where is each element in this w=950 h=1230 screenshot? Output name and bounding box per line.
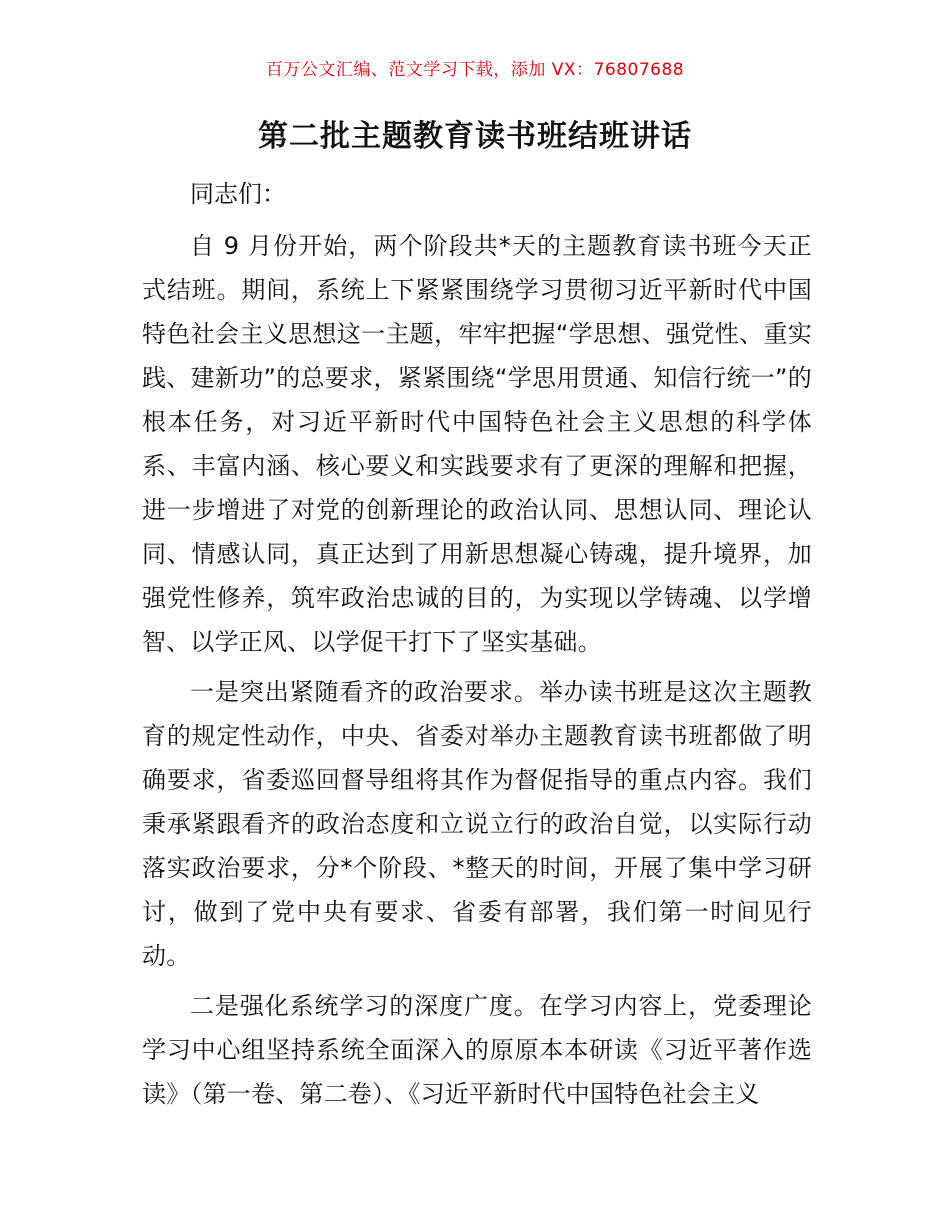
- paragraph-2: 一是突出紧随看齐的政治要求。举办读书班是这次主题教育的规定性动作，中央、省委对举办主题教育读书班都做了明确要求，省委巡回督导组将其作为督促指导的重点内容。我们秉承紧跟看齐的政治态度和立说立行的政治自觉，以实际行动落实政治要求，分*个阶段、*整天的时间，开展了集中学习研讨，做到了党中央有要求、省委有部署，我们第一时间见行动。: [142, 678, 812, 970]
- salutation: 同志们：: [190, 180, 286, 208]
- paragraph-1: 自 9 月份开始，两个阶段共*天的主题教育读书班今天正式结班。期间，系统上下紧紧围绕学习贯彻习近平新时代中国特色社会主义思想这一主题，牢牢把握“学思想、强党性、重实践、建新功”的总要求，紧紧围绕“学思用贯通、知信行统一”的根本任务，对习近平新时代中国特色社会主义思想的科学体系、丰富内涵、核心要义和实践要求有了更深的理解和把握，进一步增进了对党的创新理论的政治认同、思想认同、理论认同、情感认同，真正达到了用新思想凝心铸魂，提升境界，加强党性修养，筑牢政治忠诚的目的，为实现以学铸魂、以学增智、以学正风、以学促干打下了坚实基础。: [142, 232, 812, 656]
- paragraph-3: 二是强化系统学习的深度广度。在学习内容上，党委理论学习中心组坚持系统全面深入的原原本本研读《习近平著作选读》（第一卷、第二卷）、《习近平新时代中国特色社会主义: [142, 992, 812, 1108]
- document-title: 第二批主题教育读书班结班讲话: [258, 119, 692, 154]
- promo-header: 百万公文汇编、范文学习下载，添加 VX：76807688: [265, 60, 685, 80]
- document-body: [142, 172, 812, 1122]
